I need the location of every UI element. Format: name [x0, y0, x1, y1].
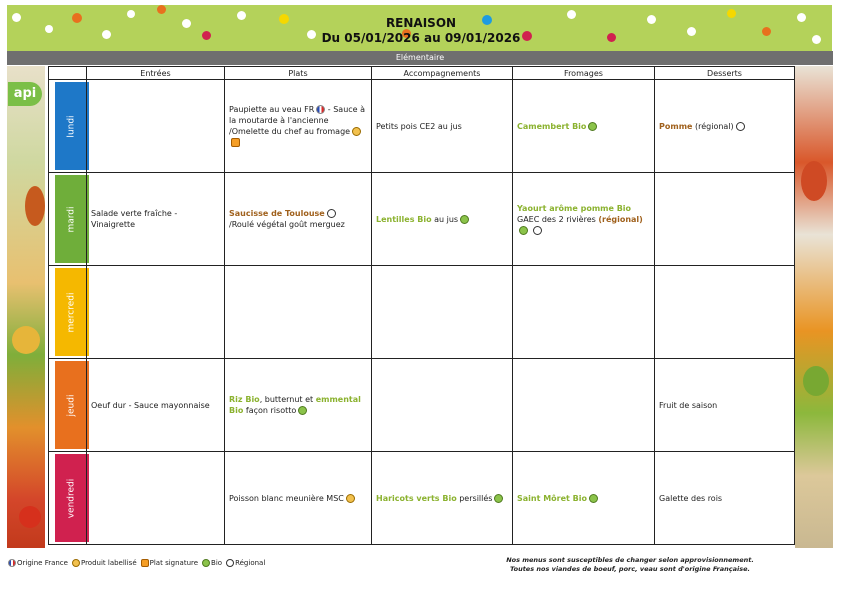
date-range: Du 05/01/2026 au 09/01/2026	[321, 31, 521, 45]
legend-item-plat-signature: Plat signature	[141, 559, 198, 567]
entree-mardi: Salade verte fraîche - Vinaigrette	[87, 173, 225, 266]
bio-icon	[494, 494, 503, 503]
plat-signature-icon	[231, 138, 240, 147]
plat-lundi: Paupiette au veau FR - Sauce à la moutarde à l'ancienne /Omelette du chef au fromage	[225, 80, 372, 173]
note-line-1: Nos menus sont susceptibles de changer selon approvisionnement.	[506, 556, 754, 564]
regional-icon	[533, 226, 542, 235]
dessert-mardi	[655, 173, 795, 266]
day-label-mercredi: mercredi	[55, 268, 89, 356]
row-vendredi	[49, 452, 795, 545]
day-label-mardi: mardi	[55, 175, 89, 263]
footer-notes	[430, 556, 830, 574]
bio-icon	[460, 215, 469, 224]
dessert-mercredi	[655, 266, 795, 359]
fromage-mercredi	[513, 266, 655, 359]
plat-mardi: Saucisse de Toulouse /Roulé végétal goût merguez	[225, 173, 372, 266]
origine-france-icon	[8, 559, 16, 567]
day-label-lundi: lundi	[55, 82, 89, 170]
dessert-vendredi: Galette des rois	[655, 452, 795, 545]
accomp-mardi: Lentilles Bio au jus	[372, 173, 513, 266]
section-label: Elémentaire	[7, 51, 833, 65]
bio-icon	[202, 559, 210, 567]
legend	[8, 559, 265, 567]
note-line-2: Toutes nos viandes de boeuf, porc, veau sont d'origine Française.	[510, 565, 750, 573]
bio-icon	[519, 226, 528, 235]
plat-jeudi: Riz Bio, butternut et emmental Bio façon risotto	[225, 359, 372, 452]
row-mardi	[49, 173, 795, 266]
accomp-jeudi	[372, 359, 513, 452]
col-header-entrees: Entrées	[87, 67, 225, 80]
day-label-jeudi: jeudi	[55, 361, 89, 449]
api-logo: api	[8, 82, 42, 106]
fromage-vendredi: Saint Môret Bio	[513, 452, 655, 545]
fromage-lundi: Camembert Bio	[513, 80, 655, 173]
school-title: RENAISON	[385, 16, 457, 30]
row-mercredi	[49, 266, 795, 359]
col-header-fromages: Fromages	[513, 67, 655, 80]
day-label-vendredi: vendredi	[55, 454, 89, 542]
produit-labellise-icon	[352, 127, 361, 136]
entree-vendredi	[87, 452, 225, 545]
origine-france-icon	[316, 105, 325, 114]
left-produce-image	[7, 66, 45, 548]
day-cell-vendredi	[49, 452, 87, 545]
right-produce-image	[795, 66, 833, 548]
dessert-jeudi: Fruit de saison	[655, 359, 795, 452]
accomp-mercredi	[372, 266, 513, 359]
regional-icon	[226, 559, 234, 567]
plat-signature-icon	[141, 559, 149, 567]
accomp-vendredi: Haricots verts Bio persillés	[372, 452, 513, 545]
plat-vendredi: Poisson blanc meunière MSC	[225, 452, 372, 545]
regional-icon	[327, 209, 336, 218]
bio-icon	[298, 406, 307, 415]
plat-mercredi	[225, 266, 372, 359]
entree-jeudi: Oeuf dur - Sauce mayonnaise	[87, 359, 225, 452]
regional-icon	[736, 122, 745, 131]
produit-labellise-icon	[72, 559, 80, 567]
fromage-mardi: Yaourt arôme pomme Bio GAEC des 2 rivières (régional)	[513, 173, 655, 266]
legend-item-produit-labellise: Produit labellisé	[72, 559, 137, 567]
produit-labellise-icon	[346, 494, 355, 503]
col-header-desserts: Desserts	[655, 67, 795, 80]
corner-cell	[49, 67, 87, 80]
fromage-jeudi	[513, 359, 655, 452]
row-lundi	[49, 80, 795, 173]
legend-item-bio: Bio	[202, 559, 222, 567]
col-header-plats: Plats	[225, 67, 372, 80]
bio-icon	[588, 122, 597, 131]
dessert-lundi: Pomme (régional)	[655, 80, 795, 173]
day-cell-mercredi	[49, 266, 87, 359]
day-cell-mardi	[49, 173, 87, 266]
legend-item-origine-france: Origine France	[8, 559, 68, 567]
header-row	[49, 67, 795, 80]
col-header-accompagnements: Accompagnements	[372, 67, 513, 80]
day-cell-jeudi	[49, 359, 87, 452]
menu-table	[48, 66, 795, 545]
accomp-lundi: Petits pois CE2 au jus	[372, 80, 513, 173]
day-cell-lundi	[49, 80, 87, 173]
bio-icon	[589, 494, 598, 503]
entree-lundi	[87, 80, 225, 173]
legend-item-regional: Régional	[226, 559, 265, 567]
row-jeudi	[49, 359, 795, 452]
entree-mercredi	[87, 266, 225, 359]
